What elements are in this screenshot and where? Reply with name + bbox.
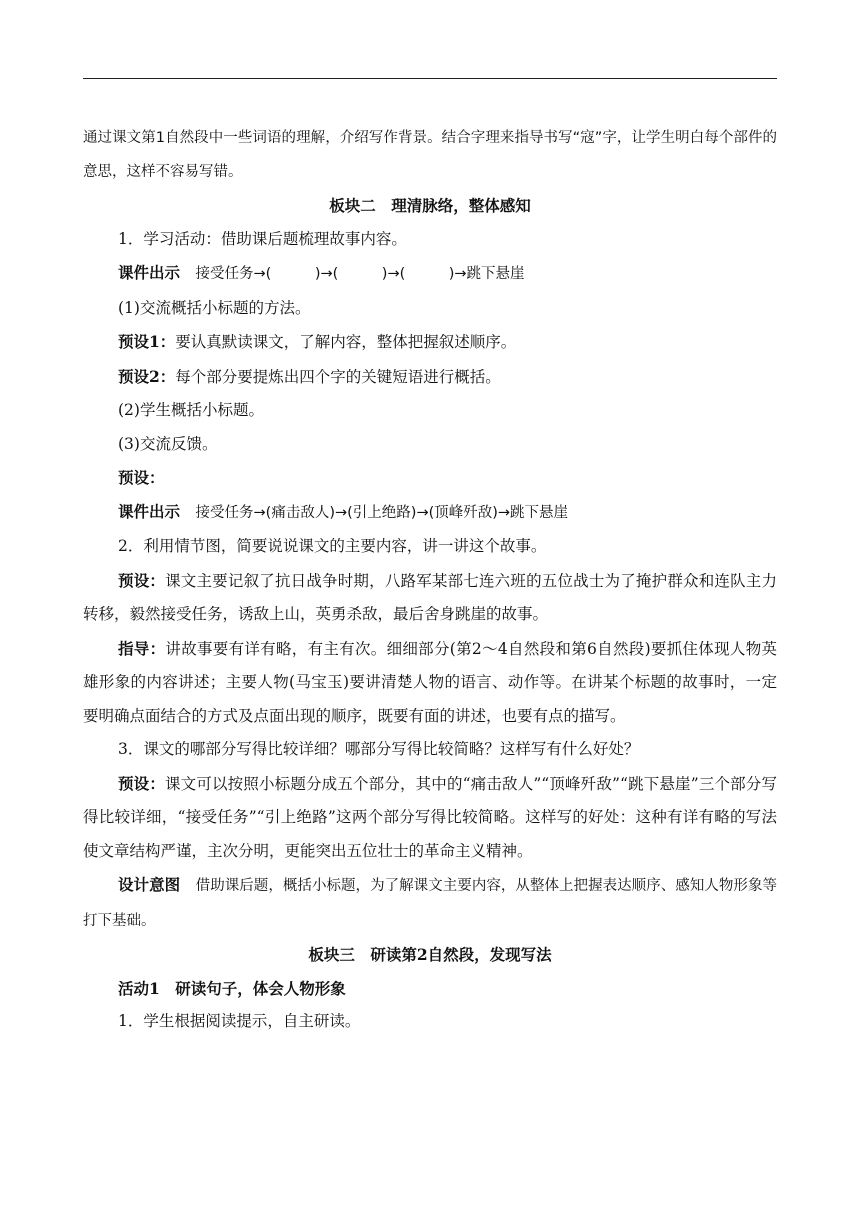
preset1-text: 要认真默读课文，了解内容，整体把握叙述顺序。 <box>175 333 517 351</box>
design-intent <box>83 868 777 938</box>
preset-3 <box>83 564 777 632</box>
preset3-label: 预设： <box>118 570 166 590</box>
section3-item1: 1．学生根据阅读提示，自主研读。 <box>118 1012 361 1030</box>
preset2-text: 每个部分要提炼出四个字的关键短语进行概括。 <box>175 367 501 386</box>
slide1-text: 接受任务→( )→( )→( )→跳下悬崖 <box>195 266 525 282</box>
activity-heading <box>83 972 777 1006</box>
preset-label: 预设： <box>118 468 165 487</box>
guide-text: 讲故事要有详有略，有主有次。细细部分(第2～4自然段和第6自然段)要抓住体现人物英雄形象的内容讲述；主要人物(马宝玉)要讲清楚人物的语言、动作等。在讲某个标题的故事时，一定要明确点面结合的方式及点面出现的顺序，既要有面的讲述，也要有点的描写。 <box>83 639 777 725</box>
slide1 <box>83 256 777 292</box>
preset-4 <box>83 767 777 869</box>
design-text: 借助课后题，概括小标题，为了解课文主要内容，从整体上把握表达顺序、感知人物形象等打下基础。 <box>83 878 777 929</box>
preset4-text: 课文可以按照小标题分成五个部分，其中的“痛击敌人”“顶峰歼敌”“跳下悬崖”三个部分写得比较详细，“接受任务”“引上绝路”这两个部分写得比较简略。这样写的好处：这种有详有略的写法使文章结构严谨，主次分明，更能突出五位壮士的革命主义精神。 <box>83 774 777 860</box>
preset-2 <box>83 360 777 395</box>
activity1: 1．学习活动：借助课后题梳理故事内容。 <box>118 229 407 248</box>
slide2-label: 课件出示 <box>118 501 181 521</box>
slide2-text: 接受任务→(痛击敌人)→(引上绝路)→(顶峰歼敌)→跳下悬崖 <box>195 504 569 521</box>
slide2 <box>83 495 777 531</box>
intro-paragraph: 通过课文第1自然段中一些词语的理解，介绍写作背景。结合字理来指导书写“寇”字，让学生明白每个部件的意思，这样不容易写错。 <box>83 130 777 180</box>
preset1-label: 预设1： <box>118 332 176 351</box>
header-rule <box>83 78 777 79</box>
sub-item-2: (2)学生概括小标题。 <box>118 401 264 419</box>
activity-title: 研读句子，体会人物形象 <box>175 978 346 998</box>
sub-item-1: (1)交流概括小标题的方法。 <box>118 298 311 317</box>
preset4-label: 预设： <box>118 773 165 793</box>
design-label: 设计意图 <box>118 875 181 894</box>
slide1-label: 课件出示 <box>118 263 181 282</box>
preset-1 <box>83 325 777 360</box>
activity-label: 活动1 <box>118 978 160 998</box>
preset3-text: 课文主要记叙了抗日战争时期，八路军某部七连六班的五位战士为了掩护群众和连队主力转移，毅然接受任务，诱敌上山，英勇杀敌，最后舍身跳崖的故事。 <box>83 571 777 623</box>
sub-item-3: (3)交流反馈。 <box>118 434 218 453</box>
preset2-label: 预设2： <box>118 366 176 386</box>
document-body <box>83 122 777 1039</box>
section3-heading: 板块三 研读第2自然段，发现写法 <box>308 945 552 964</box>
activity2: 2．利用情节图，简要说说课文的主要内容，讲一讲这个故事。 <box>118 537 547 555</box>
guide <box>83 632 777 734</box>
section2-heading: 板块二 理清脉络，整体感知 <box>329 196 531 215</box>
activity3: 3．课文的哪部分写得比较详细？哪部分写得比较简略？这样写有什么好处？ <box>118 740 640 758</box>
guide-label: 指导： <box>118 638 166 658</box>
